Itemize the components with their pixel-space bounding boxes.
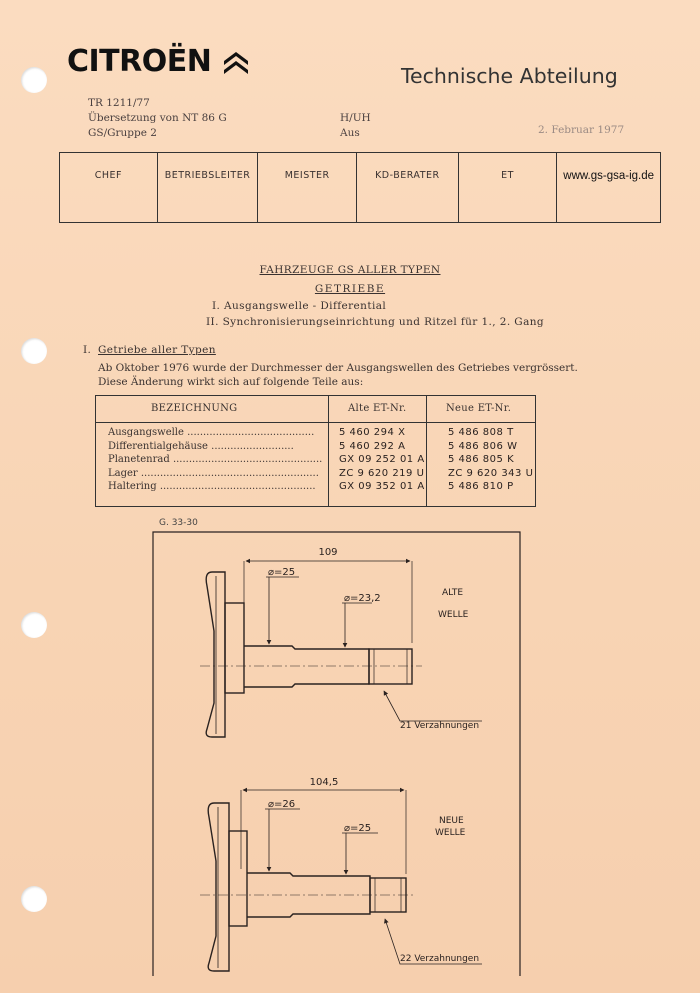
table-row <box>96 481 535 494</box>
figure-label: G. 33-30 <box>159 518 198 528</box>
table-row <box>96 427 535 440</box>
part-name: Differentialgehäuse .......................... <box>108 440 294 452</box>
part-name: Haltering ................................................. <box>108 481 316 492</box>
old-part-number: GX 09 352 01 A <box>339 481 425 492</box>
new-shaft-splines: 22 Verzahnungen <box>400 954 480 964</box>
column-header: Alte ET-Nr. <box>348 403 407 414</box>
routing-cell-meister: MEISTER <box>258 153 357 222</box>
new-part-number: 5 486 810 P <box>448 481 514 492</box>
column-header: Neue ET-Nr. <box>446 403 512 414</box>
routing-cell-betriebsleiter: BETRIEBSLEITER <box>158 153 259 222</box>
old-shaft-diameter-large: ⌀=25 <box>268 567 296 578</box>
punch-hole <box>21 612 47 638</box>
routing-box <box>59 152 661 223</box>
routing-cell-et: ET <box>459 153 558 222</box>
old-shaft-diameter-small: ⌀=23,2 <box>344 593 381 604</box>
punch-hole <box>21 338 47 364</box>
new-part-number: 5 486 805 K <box>448 454 515 465</box>
old-shaft-caption: WELLE <box>438 610 469 620</box>
new-shaft-length: 104,5 <box>309 777 339 788</box>
document-date: 2. Februar 1977 <box>538 124 625 136</box>
part-name: Planetenrad ............................................... <box>108 454 323 465</box>
old-part-number: 5 460 292 A <box>339 440 406 452</box>
column-header: BEZEICHNUNG <box>151 403 238 414</box>
part-name: Ausgangswelle ........................................ <box>108 427 315 438</box>
shaft-drawing <box>152 531 521 976</box>
table-row <box>96 468 535 481</box>
routing-cell-chef: CHEF <box>60 153 158 222</box>
document-subtitle: GETRIEBE <box>314 283 386 295</box>
part-name: Lager ........................................................ <box>108 467 319 479</box>
citroen-chevron-icon <box>221 46 251 76</box>
new-part-number: 5 486 808 T <box>448 427 514 438</box>
new-shaft-diameter-large: ⌀=26 <box>268 799 296 810</box>
initials: H/UH <box>340 112 371 124</box>
old-shaft-drawing <box>200 561 482 737</box>
translation-note: Übersetzung von NT 86 G <box>88 112 227 124</box>
document-title: FAHRZEUGE GS ALLER TYPEN <box>259 264 441 276</box>
old-shaft-length: 109 <box>318 547 338 558</box>
toc-item: II. Synchronisierungseinrichtung und Ritzel für 1., 2. Gang <box>206 316 545 328</box>
table-row <box>96 454 535 467</box>
new-part-number: 5 486 806 W <box>448 440 518 452</box>
new-shaft-diameter-small: ⌀=25 <box>344 823 372 834</box>
old-part-number: 5 460 294 X <box>339 427 406 438</box>
old-shaft-splines: 21 Verzahnungen <box>400 721 480 731</box>
toc-item: I. Ausgangswelle - Differential <box>212 300 387 312</box>
new-shaft-caption: WELLE <box>435 828 466 838</box>
old-part-number: GX 09 252 01 A <box>339 454 425 465</box>
old-part-number: ZC 9 620 219 U <box>339 467 425 479</box>
punch-hole <box>21 67 47 93</box>
ref-number: TR 1211/77 <box>88 97 150 109</box>
brand-logo-text: CITROËN <box>67 44 212 79</box>
table-row <box>96 441 535 454</box>
website-link[interactable]: www.gs-gsa-ig.de <box>563 170 655 182</box>
department-title: Technische Abteilung <box>401 64 618 88</box>
intro-text: Ab Oktober 1976 wurde der Durchmesser der Ausgangswellen des Getriebes vergrössert. <box>98 362 578 374</box>
punch-hole <box>21 886 47 912</box>
section-number: I. <box>83 344 92 356</box>
new-part-number: ZC 9 620 343 U <box>448 467 534 479</box>
intro-text: Diese Änderung wirkt sich auf folgende Teile aus: <box>98 376 364 388</box>
origin: Aus <box>340 127 360 139</box>
parts-table <box>95 395 536 507</box>
new-shaft-caption: NEUE <box>439 816 464 826</box>
group-note: GS/Gruppe 2 <box>88 127 157 139</box>
old-shaft-caption: ALTE <box>442 588 464 598</box>
section-title: Getriebe aller Typen <box>98 344 216 356</box>
routing-cell-kd-berater: KD-BERATER <box>357 153 459 222</box>
